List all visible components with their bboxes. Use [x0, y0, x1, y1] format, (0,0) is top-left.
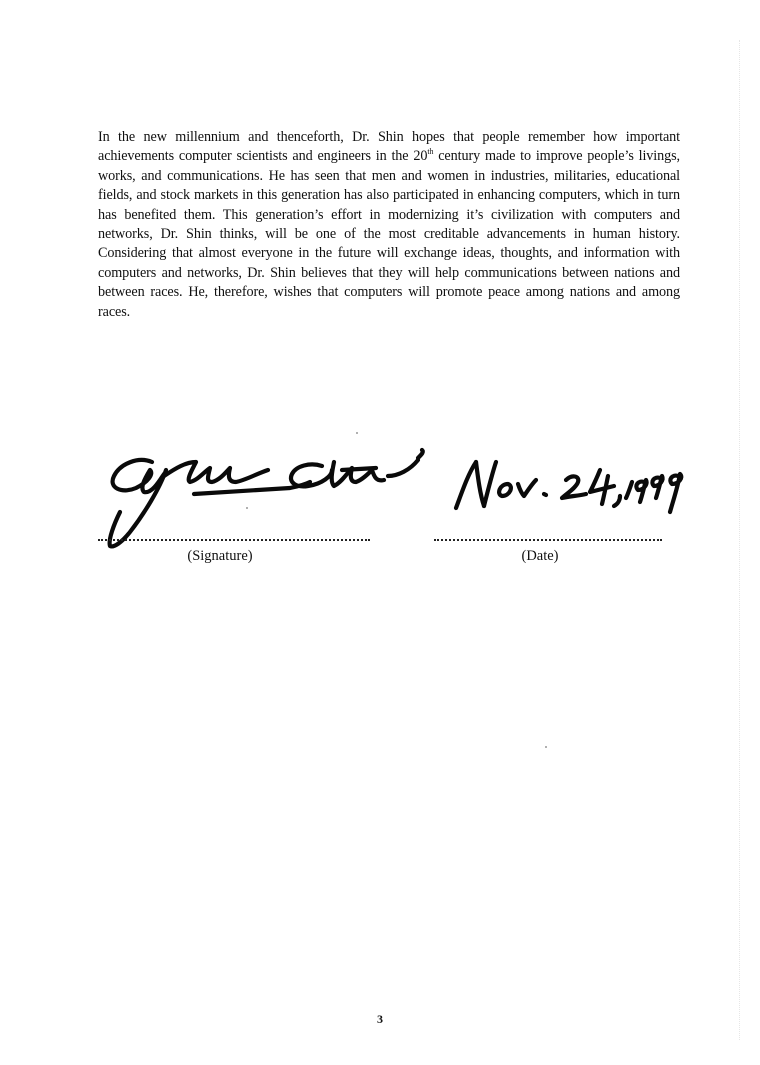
paragraph-text-start: In the new millennium and thenceforth, Dr. Shin hopes that people remember how important achievements computer scientists and engineers in the 20 — [98, 129, 680, 165]
date-caption: (Date) — [521, 548, 559, 564]
scan-edge-artifact — [739, 40, 746, 1040]
ordinal-superscript: th — [427, 146, 434, 156]
scan-speck — [356, 432, 358, 434]
handwritten-date — [448, 454, 698, 524]
paragraph-text-end: century made to improve people’s livings, works, and communications. He has seen that men and women in industries, militaries, educational fields, and stock markets in this generation has also participated in enhancing computers, which in turn has benefited them. This generation’s effort in modernizing it’s civilization with computers and networks, Dr. Shin thinks, will be one of the most creditable advancements in human history. Considering that almost everyone in the future will exchange ideas, thoughts, and information with computers and networks, Dr. Shin believes that they will help communications between nations and between races. He, therefore, wishes that computers will promote peace among nations and among races. — [98, 148, 680, 320]
scan-speck — [545, 746, 547, 748]
date-line — [434, 539, 662, 541]
page-number: 3 — [377, 1012, 383, 1026]
scan-speck — [246, 507, 248, 509]
signature-caption: (Signature) — [187, 548, 253, 564]
